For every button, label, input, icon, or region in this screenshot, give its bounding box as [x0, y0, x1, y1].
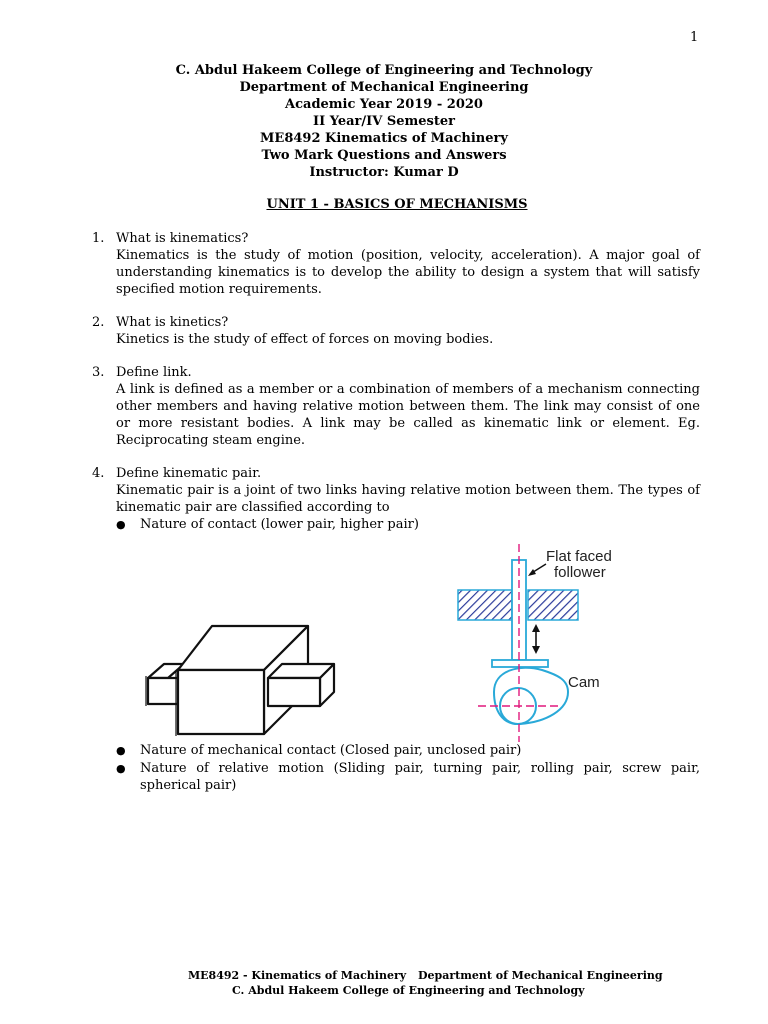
- department-name: Department of Mechanical Engineering: [239, 80, 529, 95]
- question-text: What is kinematics?: [116, 231, 249, 246]
- bullet-text: Nature of contact (lower pair, higher pair): [140, 517, 419, 532]
- sliding-block-icon: [140, 612, 340, 742]
- footer-course: ME8492 - Kinematics of Machinery: [188, 969, 407, 982]
- document-header: [0, 62, 768, 181]
- bullet-icon: ●: [116, 762, 126, 775]
- question-number: 2.: [92, 315, 105, 330]
- instructor: Instructor: Kumar D: [309, 165, 459, 180]
- cam-follower-figure: [450, 542, 650, 751]
- cam-follower-icon: [450, 542, 650, 747]
- bullet-icon: ●: [116, 744, 126, 757]
- bullet-text: Nature of mechanical contact (Closed pair, unclosed pair): [140, 743, 522, 758]
- figure-label-cam: Cam: [568, 674, 600, 691]
- unit-title: UNIT 1 - BASICS OF MECHANISMS: [266, 197, 528, 212]
- question-number: 1.: [92, 231, 105, 246]
- academic-year: Academic Year 2019 - 2020: [285, 97, 483, 112]
- question-item: [92, 230, 700, 298]
- answer-text: Kinematic pair is a joint of two links having relative motion between them. The types of kinematic pair are classified according to: [116, 483, 700, 515]
- question-number: 3.: [92, 365, 105, 380]
- list-item: [116, 742, 700, 759]
- answer-text: Kinetics is the study of effect of forces on moving bodies.: [116, 332, 494, 347]
- question-number: 4.: [92, 466, 105, 481]
- question-item: [92, 364, 700, 449]
- question-text: What is kinetics?: [116, 315, 229, 330]
- answer-text: A link is defined as a member or a combination of members of a mechanism connecting other members and having relative motion between them. The link may consist of one or more resistant bodies. A link may be called as kinematic link or element. Eg. Reciprocating steam engine.: [116, 382, 700, 448]
- question-text: Define kinematic pair.: [116, 466, 262, 481]
- answer-text: Kinematics is the study of motion (position, velocity, acceleration). A major goal of understanding kinematics is to develop the ability to design a system that will satisfy specified motion requirements.: [116, 248, 700, 297]
- question-text: Define link.: [116, 365, 192, 380]
- list-item: [116, 516, 700, 533]
- list-item: [116, 760, 700, 794]
- document-type: Two Mark Questions and Answers: [261, 148, 507, 163]
- bullet-text: Nature of relative motion (Sliding pair, turning pair, rolling pair, screw pair, spherical pair): [140, 761, 700, 793]
- course-title: ME8492 Kinematics of Machinery: [260, 131, 508, 146]
- college-name: C. Abdul Hakeem College of Engineering and Technology: [175, 63, 593, 78]
- bullet-icon: ●: [116, 518, 126, 531]
- figure-label-flat-faced: Flat faced: [546, 548, 612, 565]
- year-semester: II Year/IV Semester: [313, 114, 455, 129]
- footer-department: Department of Mechanical Engineering: [418, 969, 663, 982]
- question-item: [92, 465, 700, 516]
- question-item: [92, 314, 700, 348]
- figure-label-follower: follower: [554, 564, 606, 581]
- sliding-pair-figure: [140, 612, 340, 746]
- page-number: 1: [690, 30, 699, 45]
- footer-college: C. Abdul Hakeem College of Engineering and Technology: [232, 984, 585, 997]
